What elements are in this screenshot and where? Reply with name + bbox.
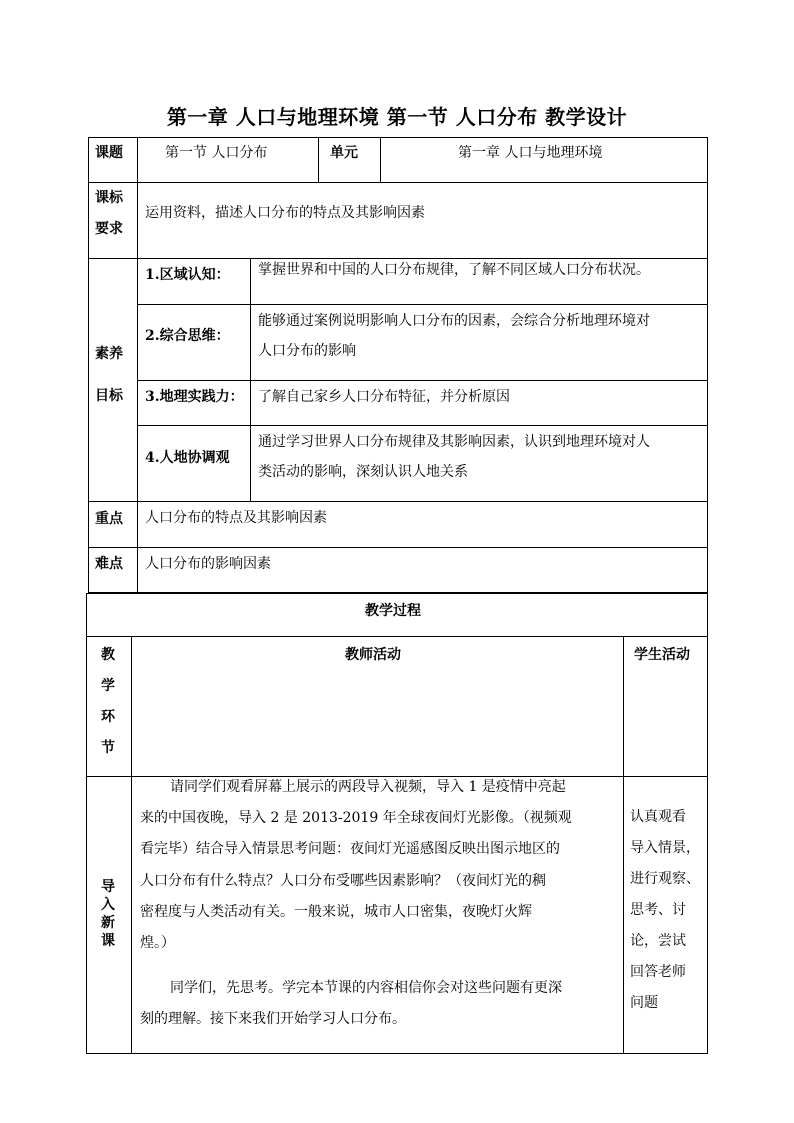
literacy-label-line1: 素养	[95, 346, 123, 362]
topic-label: 课题	[95, 145, 123, 161]
teacher-activity-line: 同学们，先思考。学完本节课的内容相信你会对这些问题有更深	[170, 980, 562, 996]
stage-header-char: 环	[101, 709, 115, 725]
standard-label-line2: 要求	[95, 221, 123, 237]
literacy-item-label: 4.人地协调观	[145, 450, 230, 466]
literacy-item-text: 类活动的影响，深刻认识人地关系	[258, 464, 468, 480]
student-activity-line: 思考、讨	[630, 902, 686, 918]
literacy-item-text: 了解自己家乡人口分布特征，并分析原因	[258, 389, 510, 405]
literacy-item-label: 2.综合思维：	[145, 328, 230, 344]
student-activity-line: 进行观察、	[630, 871, 700, 887]
literacy-label-line2: 目标	[95, 388, 123, 404]
student-activity-line: 回答老师	[630, 964, 686, 980]
difficult-point-value: 人口分布的影响因素	[145, 556, 271, 572]
student-activity-line: 论，尝试	[630, 933, 686, 949]
process-title: 教学过程	[365, 603, 421, 619]
literacy-item-text: 掌握世界和中国的人口分布规律，了解不同区域人口分布状况。	[258, 262, 650, 278]
teacher-activity-line: 刻的理解。接下来我们开始学习人口分布。	[140, 1011, 406, 1027]
student-activity-line: 导入情景，	[630, 840, 700, 856]
student-activity-header: 学生活动	[634, 647, 690, 663]
literacy-item-text: 通过学习世界人口分布规律及其影响因素，认识到地理环境对人	[258, 434, 650, 450]
teacher-activity-line: 人口分布有什么特点？人口分布受哪些因素影响？（夜间灯光的稠	[140, 873, 546, 889]
stage-header-char: 学	[101, 678, 115, 694]
difficult-point-label: 难点	[95, 556, 123, 572]
key-point-value: 人口分布的特点及其影响因素	[145, 510, 327, 526]
intro-stage-char: 导	[101, 879, 115, 895]
literacy-item-text: 能够通过案例说明影响人口分布的因素，会综合分析地理环境对	[258, 313, 650, 329]
intro-stage-char: 入	[101, 897, 115, 913]
topic-value: 第一节 人口分布	[165, 145, 268, 161]
teacher-activity-header: 教师活动	[345, 647, 401, 663]
teacher-activity-line: 来的中国夜晚，导入 2 是 2013-2019 年全球夜间灯光影像。（视频观	[140, 810, 572, 826]
intro-stage-char: 课	[101, 933, 115, 949]
unit-label: 单元	[330, 145, 358, 161]
literacy-item-label: 1.区域认知：	[145, 267, 230, 283]
intro-stage-char: 新	[101, 915, 115, 931]
key-point-label: 重点	[95, 511, 123, 527]
literacy-item-text: 人口分布的影响	[258, 343, 356, 359]
teacher-activity-line: 请同学们观看屏幕上展示的两段导入视频，导入 1 是疫情中亮起	[170, 779, 566, 795]
teacher-activity-line: 密程度与人类活动有关。一般来说，城市人口密集，夜晚灯火辉	[140, 904, 532, 920]
student-activity-line: 问题	[630, 995, 658, 1011]
stage-header-char: 教	[101, 647, 115, 663]
literacy-item-label: 3.地理实践力：	[145, 389, 244, 405]
stage-header-char: 节	[101, 740, 115, 756]
teacher-activity-line: 煌。）	[140, 935, 175, 951]
standard-label-line1: 课标	[95, 190, 123, 206]
page-title: 第一章 人口与地理环境 第一节 人口分布 教学设计	[166, 105, 628, 129]
student-activity-line: 认真观看	[630, 809, 686, 825]
teacher-activity-line: 看完毕）结合导入情景思考问题：夜间灯光遥感图反映出图示地区的	[140, 841, 560, 857]
standard-value: 运用资料，描述人口分布的特点及其影响因素	[145, 205, 425, 221]
unit-value: 第一章 人口与地理环境	[458, 145, 603, 161]
